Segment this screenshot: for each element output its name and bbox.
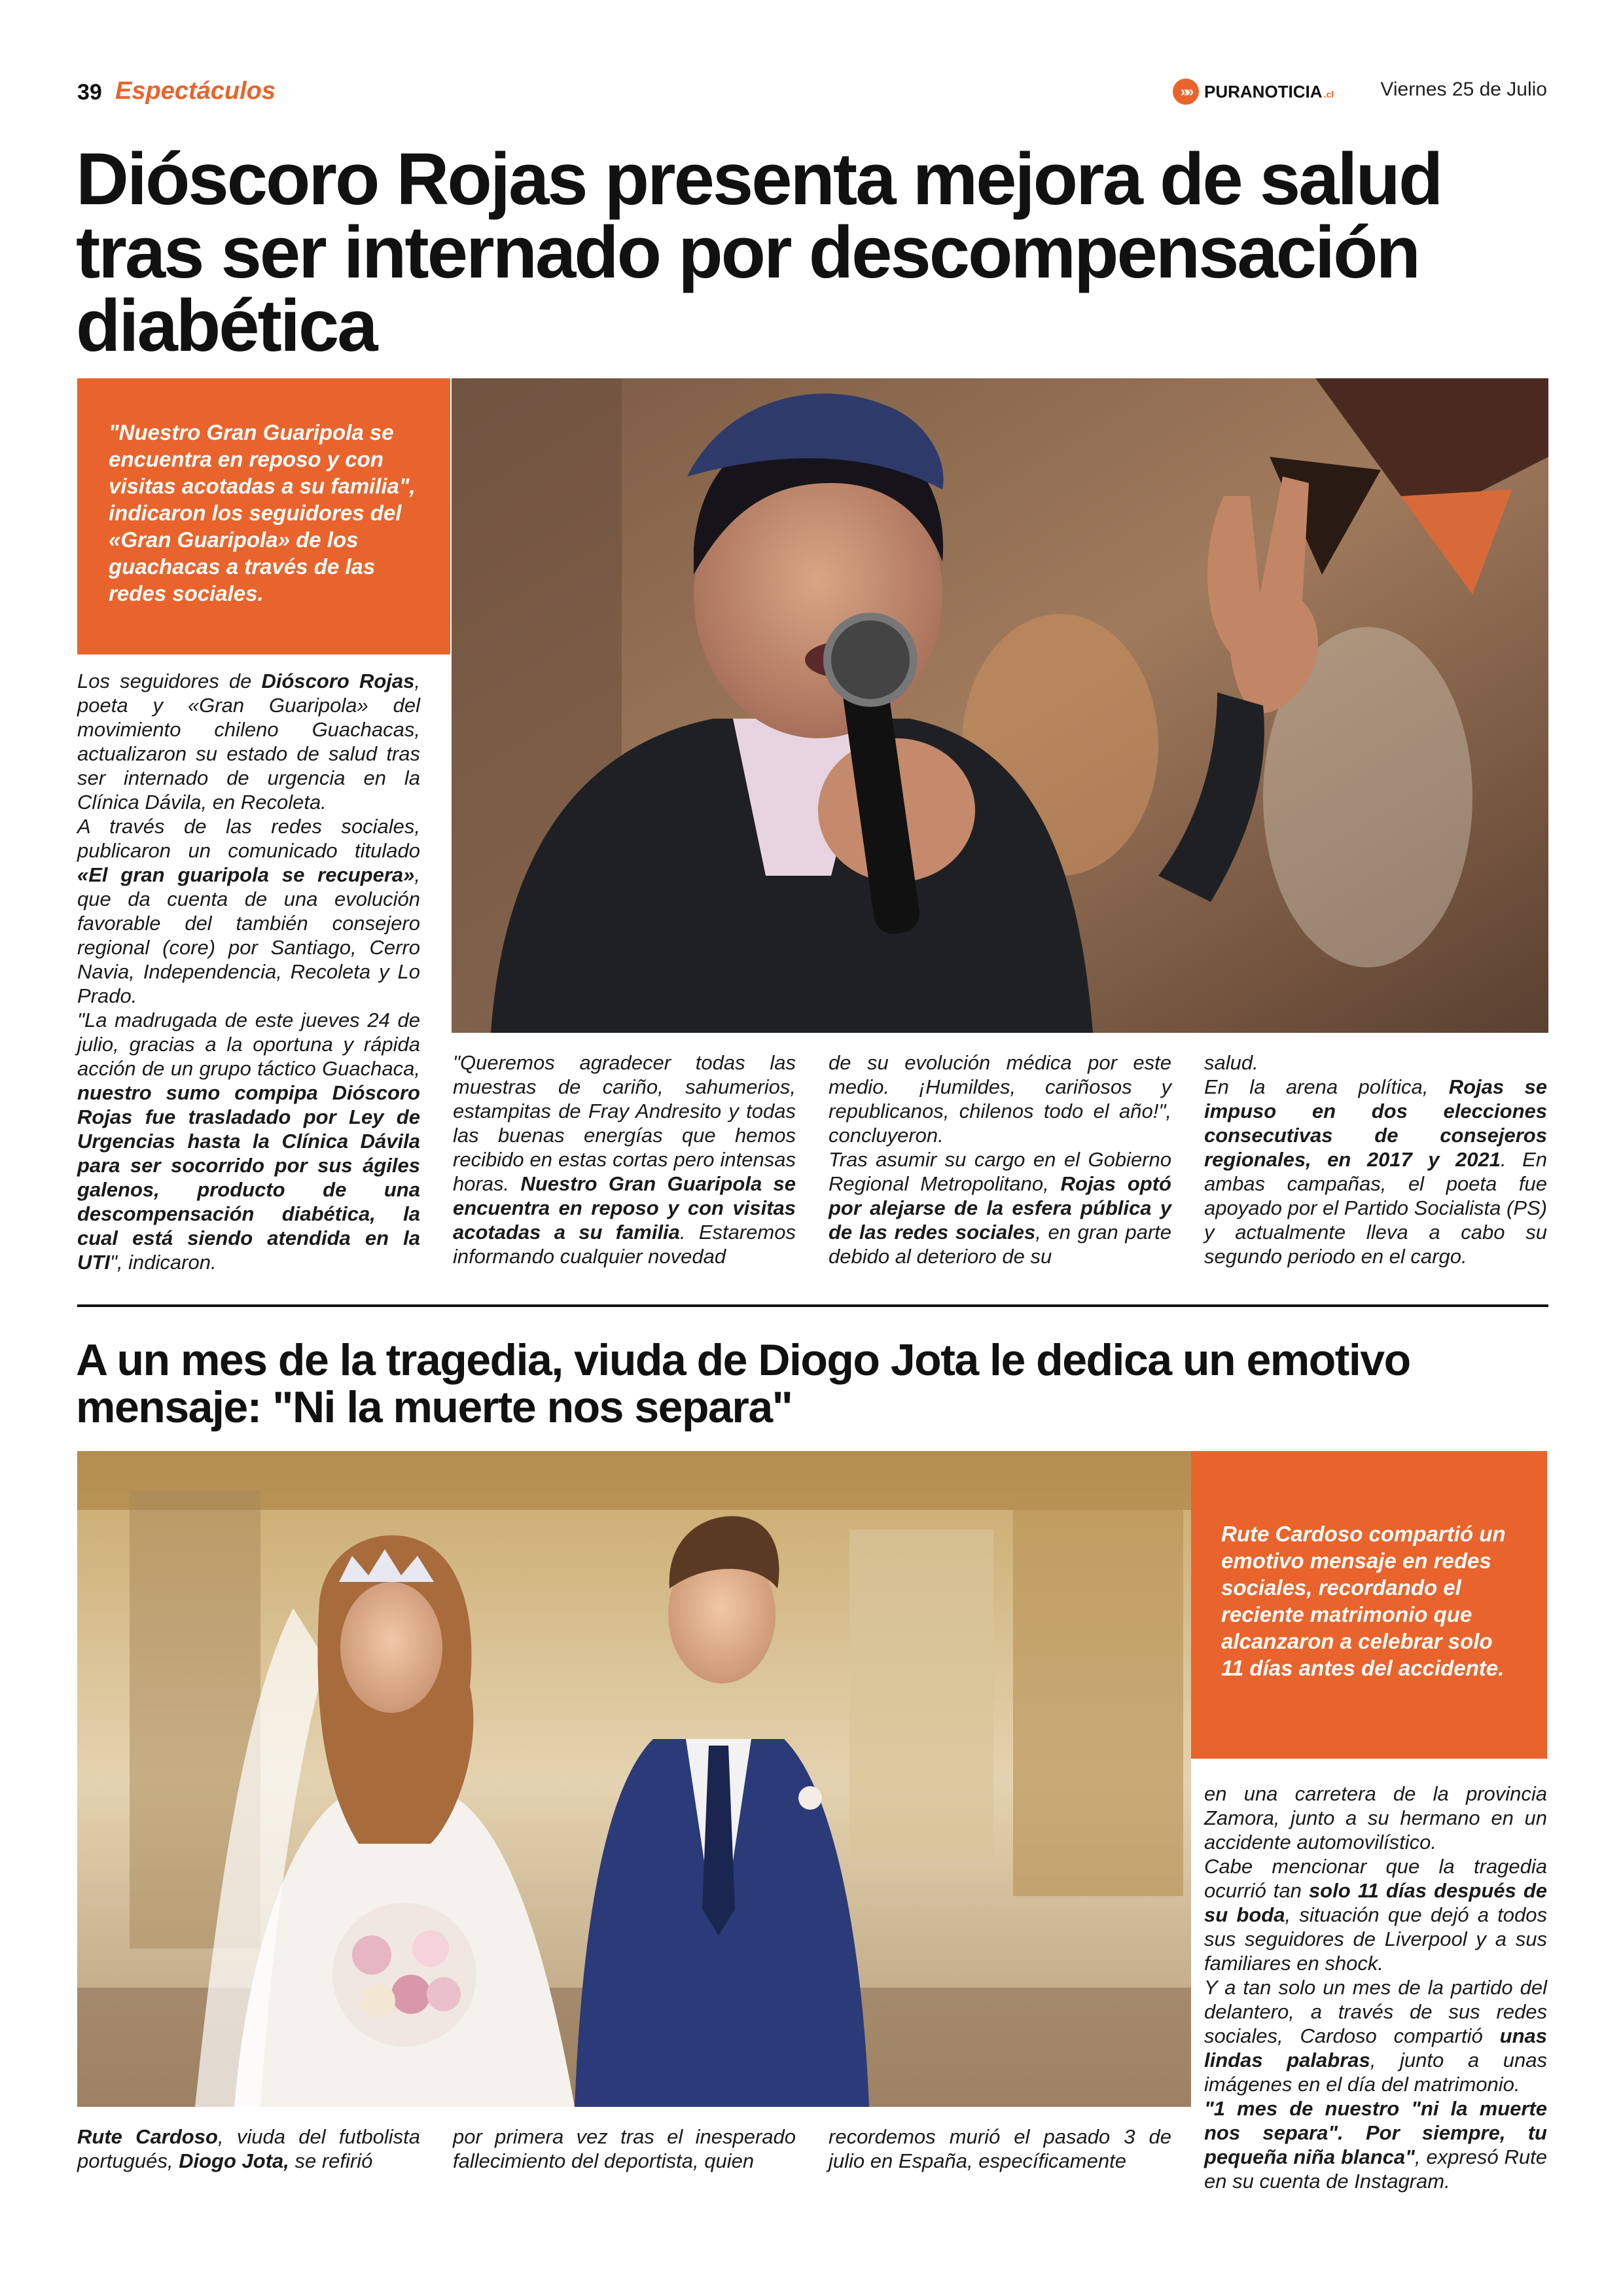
article2-photo xyxy=(77,1451,1191,2107)
article2-quote-box xyxy=(1191,1451,1547,1759)
article2-quote: Rute Cardoso compartió un emotivo mensaje en redes sociales, recordando el reciente matrimonio que alcanzaron a celebrar solo 11 días antes del accidente. xyxy=(1221,1522,1506,1680)
article1-quote-box xyxy=(77,378,450,655)
wedding-photo-illustration xyxy=(77,1451,1191,2107)
article1-col4: salud. En la arena política, Rojas se impuso en dos elecciones consecutivas de consejeros regionales, en 2017 y 2021. En ambas campañas, el poeta fue apoyado por el Partido Socialista (PS) y actualmente lleva a cabo su segundo periodo en el cargo. xyxy=(1204,1051,1548,1268)
article1-col1: Los seguidores de Dióscoro Rojas, poeta y «Gran Guaripola» del movimiento chileno Guachacas, actualizaron su estado de salud tras ser internado de urgencia en la Clínica Dávila, en Recoleta. A través de las redes sociales, publicaron un comunicado titulado «El gran guaripola se recupera», que da cuenta de una evolución favorable del también consejero regional (core) por Santiago, Cerro Navia, Independencia, Recoleta y Lo Prado. "La madrugada de este jueves 24 de julio, gracias a la oportuna y rápida acción de un grupo táctico Guachaca, nuestro sumo compipa Dióscoro Rojas fue trasladado por Ley de Urgencias hasta la Clínica Dávila para ser socorrido por sus ágiles galenos, producto de una descompensación diabética, la cual está siendo atendida en la UTI", indicaron. xyxy=(77,670,420,1274)
page-number: 39 xyxy=(77,80,102,105)
logo-text: PURANOTICIA xyxy=(1204,81,1323,101)
article1-col2: "Queremos agradecer todas las muestras de cariño, sahumerios, estampitas de Fray Andresito y todas las buenas energías que hemos recibido en estas cortas pero intensas horas. Nuestro Gran Guaripola se encuentra en reposo y con visitas acotadas a su familia. Estaremos informando cualquier novedad xyxy=(453,1051,796,1268)
logo-suffix: .cl xyxy=(1323,89,1334,99)
logo-chevrons-icon: »» xyxy=(1173,79,1199,105)
issue-date: Viernes 25 de Julio xyxy=(1380,79,1547,100)
article1-col3: de su evolución médica por este medio. ¡Humildes, cariñosos y republicanos, chilenos todo el año!", concluyeron. Tras asumir su cargo en el Gobierno Regional Metropolitano, Rojas optó por alejarse de la esfera pública y de las redes sociales, en gran parte debido al deterioro de su xyxy=(829,1051,1171,1268)
article1-photo xyxy=(452,378,1548,1033)
article1-quote: "Nuestro Gran Guaripola se encuentra en reposo y con visitas acotadas a su familia", indicaron los seguidores del «Gran Guaripola» de los guachacas a través de las redes sociales. xyxy=(109,420,416,605)
article1-headline: Dióscoro Rojas presenta mejora de salud tras ser internado por descompensación diabética xyxy=(76,138,1442,367)
article2-headline: A un mes de la tragedia, viuda de Diogo Jota le dedica un emotivo mensaje: "Ni la muerte nos separa" xyxy=(76,1335,1410,1432)
article2-col1: Rute Cardoso, viuda del futbolista portugués, Diogo Jota, se refirió xyxy=(77,2125,420,2172)
rojas-photo-illustration xyxy=(452,378,1548,1033)
section-divider xyxy=(77,1304,1548,1307)
article2-col3: recordemos murió el pasado 3 de julio en España, específicamente xyxy=(829,2125,1171,2172)
section-name[interactable]: Espectáculos xyxy=(115,77,276,105)
article2-col2: por primera vez tras el inesperado fallecimiento del deportista, quien xyxy=(453,2125,796,2172)
article2-col4: en una carretera de la provincia Zamora, junto a su hermano en un accidente automovilístico. Cabe mencionar que la tragedia ocurrió tan solo 11 días después de su boda, situación que dejó a todos sus seguidores de Liverpool y a sus familiares en shock. Y a tan solo un mes de la partido del delantero, a través de sus redes sociales, Cardoso compartió unas lindas palabras, junto a unas imágenes en el día del matrimonio. "1 mes de nuestro "ni la muerte nos separa". Por siempre, tu pequeña niña blanca", expresó Rute en su cuenta de Instagram. xyxy=(1204,1782,1548,2193)
site-logo[interactable] xyxy=(1173,77,1334,106)
